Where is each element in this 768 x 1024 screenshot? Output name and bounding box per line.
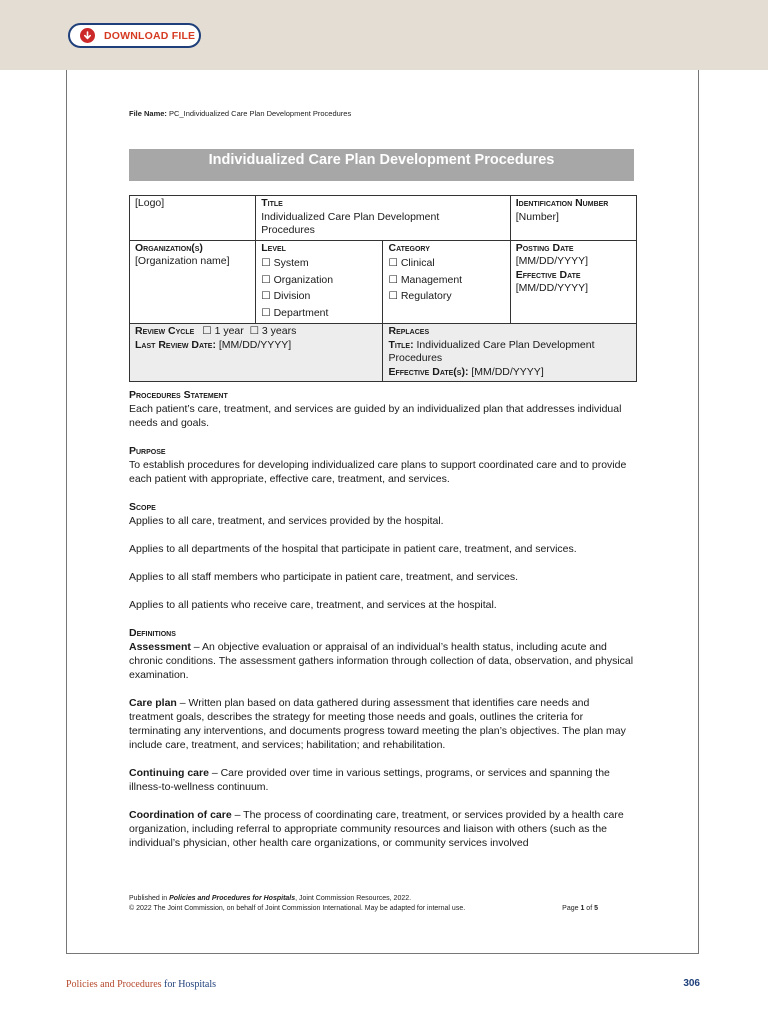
published-suffix: , Joint Commission Resources, 2022. xyxy=(295,895,412,902)
published-book-title: Policies and Procedures for Hospitals xyxy=(169,895,296,902)
procedures-statement-heading: Procedures Statement xyxy=(129,389,228,401)
book-title-part1: Policies and Procedures xyxy=(66,979,162,990)
purpose-text: To establish procedures for developing individualized care plans to support coordinated care and to provide each patient with appropriate, effective care, treatment, and services. xyxy=(129,459,627,485)
definition-continuing-care xyxy=(129,766,636,794)
document-page xyxy=(66,70,699,954)
level-option-department[interactable]: ☐ Department xyxy=(261,306,329,319)
level-label: Level xyxy=(261,241,286,254)
definition-care-plan xyxy=(129,696,636,752)
identification-value: [Number] xyxy=(515,210,559,223)
definition-term: Continuing care xyxy=(129,767,209,779)
review-cycle-options[interactable]: ☐ 1 year ☐ 3 years xyxy=(202,325,297,337)
policy-metadata-table xyxy=(129,195,637,382)
category-option-regulatory[interactable]: ☐ Regulatory xyxy=(388,290,452,302)
category-label: Category xyxy=(388,241,430,254)
definition-term: Coordination of care xyxy=(129,809,232,821)
page-indicator: Page 1 of 5 xyxy=(562,905,598,912)
file-name-label: File Name: xyxy=(129,109,167,118)
document-footer xyxy=(129,894,636,914)
organization-label: Organization(s) xyxy=(135,241,203,254)
level-cell xyxy=(256,240,383,324)
definition-assessment xyxy=(129,640,636,682)
replaces-effective-label: Effective Date(s): xyxy=(388,365,469,378)
identification-cell xyxy=(510,196,636,241)
effective-date-value: [MM/DD/YYYY] xyxy=(515,282,589,294)
definition-term: Assessment xyxy=(129,641,191,653)
scope-item: Applies to all care, treatment, and services provided by the hospital. xyxy=(129,515,444,527)
procedures-statement-text: Each patient’s care, treatment, and services are guided by an individualized plan that addresses individual needs and goals. xyxy=(129,403,622,429)
title-label: Title xyxy=(261,197,283,209)
book-page-number: 306 xyxy=(683,978,700,989)
category-option-clinical[interactable]: ☐ Clinical xyxy=(388,257,435,269)
posting-date-value: [MM/DD/YYYY] xyxy=(515,255,589,267)
scope-item: Applies to all departments of the hospital that participate in patient care, treatment, and services. xyxy=(129,543,577,555)
category-option-management[interactable]: ☐ Management xyxy=(388,273,463,286)
posting-date-label: Posting Date xyxy=(515,241,574,254)
scope-heading: Scope xyxy=(129,501,156,513)
replaces-effective-value: [MM/DD/YYYY] xyxy=(471,365,544,378)
title-cell xyxy=(256,196,511,241)
document-body xyxy=(129,388,636,850)
last-review-value: [MM/DD/YYYY] xyxy=(218,338,292,351)
dates-cell xyxy=(510,240,636,324)
category-cell xyxy=(383,240,510,324)
organization-cell xyxy=(130,240,256,324)
definition-text: – An objective evaluation or appraisal of an individual’s health status, including acute and chronic conditions. The assessment gathers information through collection of data, observation, and physical examination. xyxy=(129,641,634,681)
logo-cell xyxy=(130,196,256,241)
published-line xyxy=(129,894,636,904)
scope-item: Applies to all staff members who participate in patient care, treatment, and services. xyxy=(129,571,519,583)
definition-text: – Care provided over time in various settings, programs, or services and spanning the illness-to-wellness continuum. xyxy=(129,767,610,793)
download-file-button[interactable] xyxy=(68,23,201,48)
published-prefix: Published in xyxy=(129,895,170,902)
review-cell xyxy=(130,324,383,382)
organization-value: [Organization name] xyxy=(135,255,230,267)
download-button-label: DOWNLOAD FILE xyxy=(104,29,196,42)
definition-text: – The process of coordinating care, treatment, or services provided by a health care organization, including referral to appropriate community resources and liaison with others (such as the individual’s physician, other health care organizations, or community services involved xyxy=(129,809,624,849)
book-title-part2: for Hospitals xyxy=(161,979,216,990)
effective-date-label: Effective Date xyxy=(515,268,581,281)
definition-coordination-of-care xyxy=(129,808,636,850)
replaces-cell xyxy=(383,324,637,382)
identification-label: Identification Number xyxy=(515,197,609,209)
definition-term: Care plan xyxy=(129,697,177,709)
definition-text: – Written plan based on data gathered during assessment that identifies care needs and treatment goals, describes the strategy for meeting those needs and goals, outlines the criteria for terminating any interventions, and documents progress toward meeting the plan’s objectives. The plan may include care, treatment, and services; habilitation; and rehabilitation. xyxy=(129,697,626,751)
copyright-line: © 2022 The Joint Commission, on behalf of Joint Commission International. May be adapted for internal use. xyxy=(129,905,466,912)
title-value: Individualized Care Plan Development Procedures xyxy=(261,210,440,236)
level-option-organization[interactable]: ☐ Organization xyxy=(261,273,334,286)
top-toolbar xyxy=(0,0,768,70)
file-name-line xyxy=(129,109,351,118)
level-option-system[interactable]: ☐ System xyxy=(261,257,309,269)
replaces-title-value: Individualized Care Plan Development Procedures xyxy=(388,338,595,364)
definitions-heading: Definitions xyxy=(129,627,176,639)
replaces-label: Replaces xyxy=(388,325,430,337)
file-name-value: PC_Individualized Care Plan Development Procedures xyxy=(169,109,352,118)
review-cycle-label: Review Cycle xyxy=(135,325,195,337)
document-title-banner: Individualized Care Plan Development Procedures xyxy=(129,149,634,181)
logo-placeholder: [Logo] xyxy=(135,197,165,209)
download-arrow-icon xyxy=(80,28,95,43)
level-option-division[interactable]: ☐ Division xyxy=(261,290,311,302)
purpose-heading: Purpose xyxy=(129,445,166,457)
scope-item: Applies to all patients who receive care, treatment, and services at the hospital. xyxy=(129,599,497,611)
replaces-title-label: Title: xyxy=(388,338,414,351)
last-review-label: Last Review Date: xyxy=(135,338,216,351)
book-title-footer xyxy=(66,979,216,990)
